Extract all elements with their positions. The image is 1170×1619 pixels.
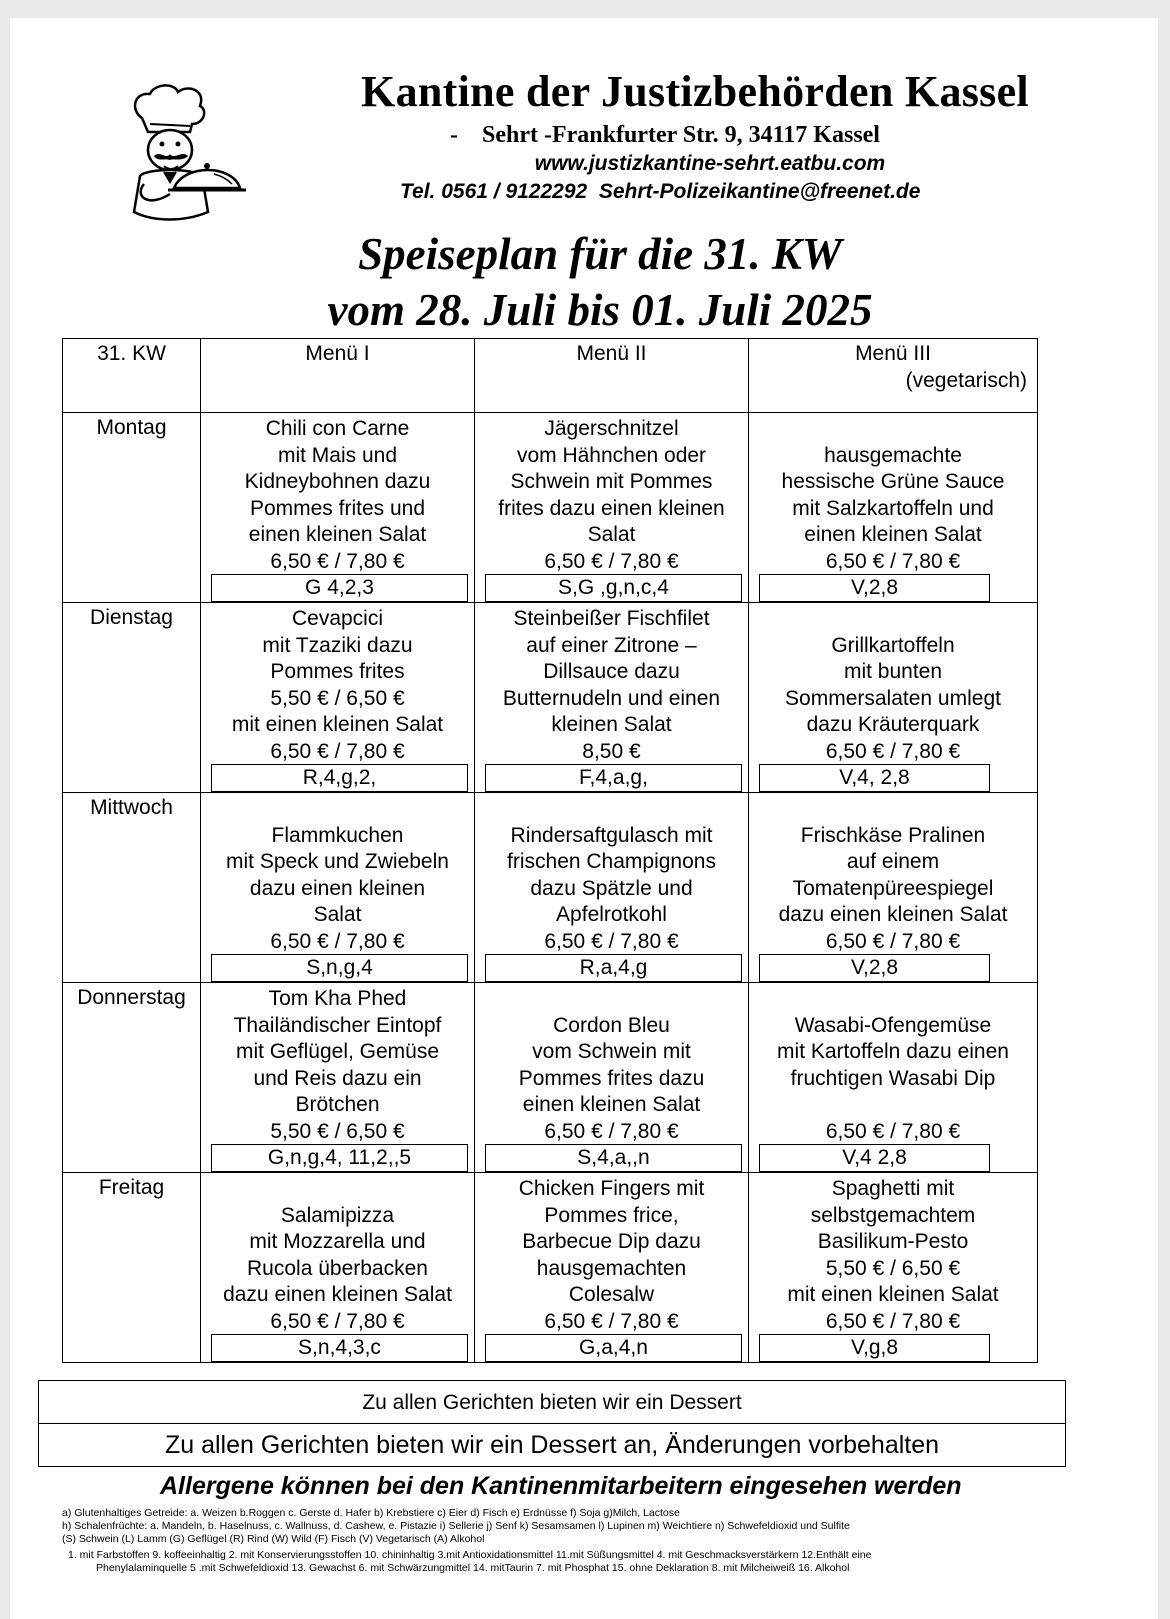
dish-line: Cevapcici xyxy=(291,607,384,630)
dish-price: 6,50 € / 7,80 € xyxy=(544,1119,679,1143)
dessert-box xyxy=(38,1380,1066,1467)
dish-line: mit einen kleinen Salat xyxy=(231,713,444,736)
dish-price: 6,50 € / 7,80 € xyxy=(544,1309,679,1333)
legend-line: h) Schalenfrüchte: a. Mandeln, b. Haselnuss, c. Wallnuss, d. Cashew, e. Pistazie i) Sellerie j) Senf k) Sesamsamen l) Lupinen m) Weichtiere n) Schwefeldioxid und Sulfite xyxy=(62,1520,850,1532)
allergen-code-box: V,4 2,8 xyxy=(759,1144,990,1172)
dish-description xyxy=(749,413,1037,575)
dish-line xyxy=(201,796,474,823)
allergen-note: Allergene können bei den Kantinenmitarbeitern eingesehen werden xyxy=(160,1472,962,1500)
dish-price: 6,50 € / 7,80 € xyxy=(825,929,961,953)
dish-line xyxy=(475,986,748,1013)
dish-line: selbstgemachtem xyxy=(810,1203,976,1227)
plan-date-range: vom 28. Juli bis 01. Juli 2025 xyxy=(327,285,873,335)
dish-price: 6,50 € / 7,80 € xyxy=(270,739,405,763)
day-row xyxy=(63,1173,1038,1363)
menu1-cell xyxy=(201,603,475,793)
dish-price: 6,50 € / 7,80 € xyxy=(270,929,405,953)
dish-line: Colesalw xyxy=(568,1283,655,1306)
dish-line: hausgemachten xyxy=(536,1256,687,1280)
dish-price: 8,50 € xyxy=(582,739,641,763)
dish-description xyxy=(201,413,474,575)
dish-line: Tom Kha Phed xyxy=(268,987,407,1010)
dish-line: Flammkuchen xyxy=(271,823,404,847)
vegetarian-note: (vegetarisch) xyxy=(905,368,1027,392)
dish-line: und Reis dazu ein xyxy=(253,1066,422,1090)
menu2-header: Menü II xyxy=(475,339,749,413)
dish-description xyxy=(475,983,748,1145)
dish-line: einen kleinen Salat xyxy=(804,523,982,546)
dish-line: Salat xyxy=(587,523,636,546)
dish-line: dazu einen kleinen xyxy=(249,876,426,900)
dish-line xyxy=(749,416,1037,443)
dish-line: Thailändischer Eintopf xyxy=(233,1013,442,1037)
dish-line: Sommersalaten umlegt xyxy=(785,686,1001,710)
canteen-website[interactable]: www.justizkantine-sehrt.eatbu.com xyxy=(534,152,886,175)
dish-price: 6,50 € / 7,80 € xyxy=(544,929,679,953)
menu3-cell xyxy=(749,413,1038,603)
dish-line: mit Kartoffeln dazu einen xyxy=(777,1040,1009,1063)
dish-description xyxy=(749,603,1037,765)
allergen-code-box: S,G ,g,n,c,4 xyxy=(485,574,742,602)
menu3-header: Menü III (vegetarisch) xyxy=(749,339,1038,413)
dessert-full-text: Zu allen Gerichten bieten wir ein Dessert an, Änderungen vorbehalten xyxy=(164,1431,940,1459)
additives-line: 1. mit Farbstoffen 9. koffeeinhaltig 2. mit Konservierungsstoffen 10. chininhaltig 3.mit Antioxidationsmittel 11.mit Süßungsmittel 4. mit Geschmacksverstärkern 12.Enthält eine xyxy=(68,1549,872,1561)
dish-price: 6,50 € / 7,80 € xyxy=(544,549,679,573)
dish-description xyxy=(749,793,1037,955)
dish-line: Cordon Bleu xyxy=(553,1013,670,1037)
dish-line: Steinbeißer Fischfilet xyxy=(513,607,710,630)
day-row xyxy=(63,793,1038,983)
dish-line: einen kleinen Salat xyxy=(248,523,427,546)
dish-description xyxy=(749,1173,1037,1335)
dish-line: Kidneybohnen dazu xyxy=(244,470,431,493)
allergen-code-box: V,g,8 xyxy=(759,1334,990,1362)
dish-line: mit Geflügel, Gemüse xyxy=(235,1040,440,1063)
menu3-cell xyxy=(749,983,1038,1173)
dish-line: auf einem xyxy=(846,850,940,873)
menu3-cell xyxy=(749,1173,1038,1363)
menu2-cell xyxy=(475,983,749,1173)
menu-table xyxy=(62,338,1038,1363)
allergen-legend xyxy=(62,1507,1062,1575)
canteen-contact[interactable]: Tel. 0561 / 9122292 Sehrt-Polizeikantine@freenet.de xyxy=(400,180,921,203)
dish-line: dazu Spätzle und xyxy=(530,876,693,900)
allergen-code-box: R,4,g,2, xyxy=(211,764,468,792)
dish-description xyxy=(475,413,748,575)
menu1-cell xyxy=(201,793,475,983)
dish-line: einen kleinen Salat xyxy=(522,1093,701,1116)
dish-line: hessische Grüne Sauce xyxy=(781,470,1005,493)
dish-line: Spaghetti mit xyxy=(831,1177,955,1200)
dish-description xyxy=(201,1173,474,1335)
dish-price: 5,50 € / 6,50 € xyxy=(270,1119,405,1143)
dish-line xyxy=(749,606,1037,633)
dish-description xyxy=(201,603,474,765)
dish-line: mit Speck und Zwiebeln xyxy=(226,850,449,873)
dish-line: Rucola überbacken xyxy=(247,1256,428,1280)
dish-line: mit einen kleinen Salat xyxy=(787,1283,999,1306)
day-row xyxy=(63,603,1038,793)
dish-line: Salat xyxy=(313,903,362,926)
dish-line: vom Schwein mit xyxy=(532,1040,691,1063)
dish-line: 5,50 € / 6,50 € xyxy=(270,686,405,710)
dish-price: 6,50 € / 7,80 € xyxy=(825,1119,961,1143)
dish-line: Wasabi-Ofengemüse xyxy=(794,1013,992,1037)
dish-line xyxy=(475,796,748,823)
menu1-cell xyxy=(201,1173,475,1363)
additives-line: Phenylalaminquelle 5 .mit Schwefeldioxid 13. Gewachst 6. mit Schwärzungmittel 14. mitTaurin 7. mit Phosphat 15. ohne Deklaration 8. mit Milcheiweiß 16. Alkohol xyxy=(96,1562,850,1574)
day-name: Freitag xyxy=(63,1173,201,1363)
dish-line: Salamipizza xyxy=(280,1203,395,1227)
dish-line: mit Tzaziki dazu xyxy=(262,633,413,657)
dish-line: Chili con Carne xyxy=(265,417,410,440)
dish-price: 6,50 € / 7,80 € xyxy=(825,549,961,573)
allergen-code-box: S,n,4,3,c xyxy=(211,1334,468,1362)
canteen-title: Kantine der Justizbehörden Kassel xyxy=(361,67,1029,116)
dish-line: Barbecue Dip dazu xyxy=(522,1230,701,1253)
dish-line: 5,50 € / 6,50 € xyxy=(825,1256,961,1280)
dish-line: Basilikum-Pesto xyxy=(817,1230,969,1253)
menu-table-header xyxy=(63,339,1038,413)
allergen-code-box: G,n,g,4, 11,2,,5 xyxy=(211,1144,468,1172)
dish-line: mit Mais und xyxy=(277,443,398,467)
dish-line: frischen Champignons xyxy=(507,850,716,873)
dish-line: auf einer Zitrone – xyxy=(526,633,697,657)
allergen-code-box: F,4,a,g, xyxy=(485,764,742,792)
dish-line: Jägerschnitzel xyxy=(544,417,679,440)
day-name: Donnerstag xyxy=(63,983,201,1173)
dish-line xyxy=(749,1092,1037,1119)
dish-description xyxy=(201,983,474,1145)
dish-line: Brötchen xyxy=(295,1093,380,1116)
week-label: 31. KW xyxy=(63,339,201,413)
dish-line: mit bunten xyxy=(843,660,943,683)
menu1-cell xyxy=(201,983,475,1173)
menu2-cell xyxy=(475,1173,749,1363)
dish-line: Rindersaftgulasch mit xyxy=(510,823,713,847)
dish-description xyxy=(201,793,474,955)
allergen-code-box: S,n,g,4 xyxy=(211,954,468,982)
dish-line: fruchtigen Wasabi Dip xyxy=(790,1066,996,1090)
dish-line: kleinen Salat xyxy=(551,713,672,736)
legend-line: (S) Schwein (L) Lamm (G) Geflügel (R) Rind (W) Wild (F) Fisch (V) Vegetarisch (A) Alkohol xyxy=(62,1533,485,1545)
dish-line: Schwein mit Pommes xyxy=(510,470,713,493)
dish-line xyxy=(201,1176,474,1203)
dish-line: frites dazu einen kleinen xyxy=(498,496,725,520)
chef-logo-icon xyxy=(104,80,254,230)
dish-line: mit Salzkartoffeln und xyxy=(792,496,994,520)
plan-heading: Speiseplan für die 31. KW xyxy=(358,229,842,279)
day-row xyxy=(63,413,1038,603)
day-name: Mittwoch xyxy=(63,793,201,983)
dish-description xyxy=(749,983,1037,1145)
dish-line: dazu einen kleinen Salat xyxy=(223,1283,452,1306)
menu1-cell xyxy=(201,413,475,603)
dish-line: Pommes frites xyxy=(270,660,405,683)
menu3-cell xyxy=(749,603,1038,793)
dish-line: dazu einen kleinen Salat xyxy=(778,903,1008,926)
allergen-code-box: V,2,8 xyxy=(759,954,990,982)
dish-line: dazu Kräuterquark xyxy=(806,713,980,736)
dish-line: Grillkartoffeln xyxy=(831,633,955,657)
allergen-code-box: V,4, 2,8 xyxy=(759,764,990,792)
dish-line: hausgemachte xyxy=(824,443,962,467)
dessert-short-text: Zu allen Gerichten bieten wir ein Dessert xyxy=(39,1381,1065,1424)
menu2-cell xyxy=(475,413,749,603)
dish-line: Pommes frites dazu xyxy=(518,1066,705,1090)
menu2-cell xyxy=(475,603,749,793)
dish-description xyxy=(475,603,748,765)
dish-line: Apfelrotkohl xyxy=(556,903,667,926)
allergen-code-box: G,a,4,n xyxy=(485,1334,742,1362)
dish-price: 6,50 € / 7,80 € xyxy=(270,1309,405,1333)
dish-line: Pommes frice, xyxy=(544,1203,679,1227)
day-name: Montag xyxy=(63,413,201,603)
dish-line xyxy=(749,796,1037,823)
dish-description xyxy=(475,793,748,955)
dish-line: mit Mozzarella und xyxy=(249,1230,426,1253)
dish-line: Pommes frites und xyxy=(249,496,426,520)
dish-line xyxy=(749,986,1037,1013)
legend-line: a) Glutenhaltiges Getreide: a. Weizen b.Roggen c. Gerste d. Hafer b) Krebstiere c) Eier d) Fisch e) Erdnüsse f) Soja g)Milch, Lactose xyxy=(62,1507,680,1519)
allergen-code-box: R,a,4,g xyxy=(485,954,742,982)
menu3-cell xyxy=(749,793,1038,983)
dish-line: Chicken Fingers mit xyxy=(518,1177,705,1200)
menu1-header: Menü I xyxy=(201,339,475,413)
day-name: Dienstag xyxy=(63,603,201,793)
allergen-code-box: V,2,8 xyxy=(759,574,990,602)
dish-price: 6,50 € / 7,80 € xyxy=(270,549,405,573)
dish-price: 6,50 € / 7,80 € xyxy=(825,739,961,763)
allergen-code-box: S,4,a,,n xyxy=(485,1144,742,1172)
day-row xyxy=(63,983,1038,1173)
dish-line: Butternudeln und einen xyxy=(502,686,721,710)
dish-price: 6,50 € / 7,80 € xyxy=(825,1309,961,1333)
dish-line: vom Hähnchen oder xyxy=(516,443,707,467)
dish-line: Frischkäse Pralinen xyxy=(800,823,986,847)
dish-line: Dillsauce dazu xyxy=(543,660,680,683)
canteen-address: - Sehrt -Frankfurter Str. 9, 34117 Kassel xyxy=(450,122,880,148)
allergen-code-box: G 4,2,3 xyxy=(211,574,468,602)
menu2-cell xyxy=(475,793,749,983)
dish-description xyxy=(475,1173,748,1335)
dish-line: Tomatenpüreespiegel xyxy=(792,876,994,900)
